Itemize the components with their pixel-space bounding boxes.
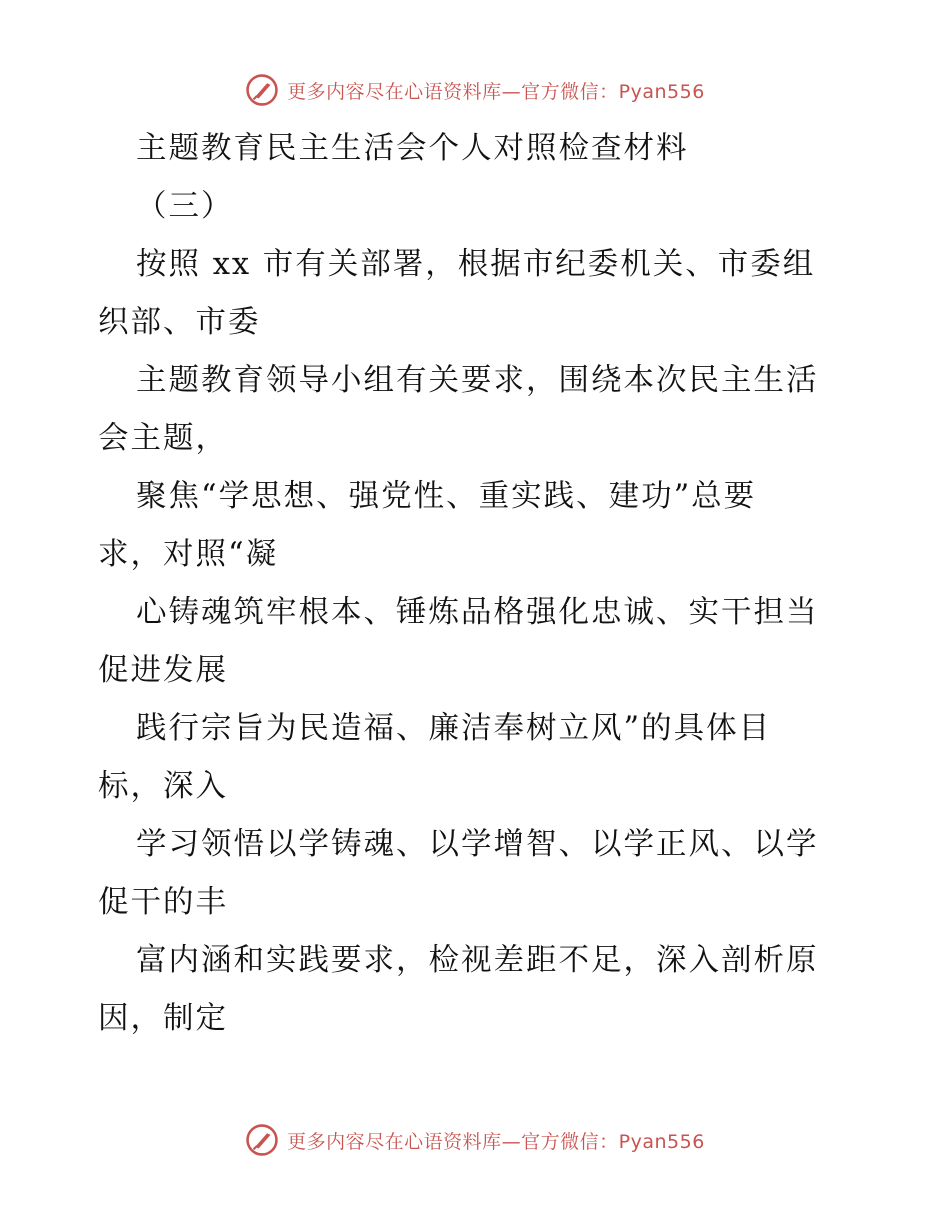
paragraph-line: 富内涵和实践要求，检视差距不足，深入剖析原 — [136, 943, 819, 978]
paragraph-line: 标，深入 — [98, 769, 228, 804]
paragraph-line: 按照 xx 市有关部署，根据市纪委机关、市委组 — [136, 247, 816, 282]
document-title-number: （三） — [136, 189, 234, 224]
paragraph-line: 学习领悟以学铸魂、以学增智、以学正风、以学 — [136, 827, 819, 862]
paragraph-line: 聚焦“学思想、强党性、重实践、建功”总要 — [136, 479, 757, 514]
document-title: 主题教育民主生活会个人对照检查材料 — [136, 131, 689, 166]
watermark-text: 更多内容尽在心语资料库—官方微信：Pyan556 — [287, 80, 705, 103]
paragraph-line: 践行宗旨为民造福、廉洁奉树立风”的具体目 — [136, 711, 772, 746]
paragraph-line: 会主题， — [98, 421, 228, 456]
document-body — [98, 120, 858, 1048]
quill-pen-logo-icon — [245, 1123, 279, 1157]
watermark-text: 更多内容尽在心语资料库—官方微信：Pyan556 — [287, 1130, 705, 1153]
paragraph-line: 主题教育领导小组有关要求，围绕本次民主生活 — [136, 363, 819, 398]
paragraph-line: 求，对照“凝 — [98, 537, 279, 572]
paragraph-line: 因，制定 — [98, 1001, 228, 1036]
header-watermark — [0, 70, 950, 110]
footer-watermark — [0, 1120, 950, 1160]
paragraph-line: 织部、市委 — [98, 305, 261, 340]
paragraph-line: 心铸魂筑牢根本、锤炼品格强化忠诚、实干担当 — [136, 595, 819, 630]
paragraph-line: 促干的丰 — [98, 885, 228, 920]
paragraph-line: 促进发展 — [98, 653, 228, 688]
quill-pen-logo-icon — [245, 73, 279, 107]
